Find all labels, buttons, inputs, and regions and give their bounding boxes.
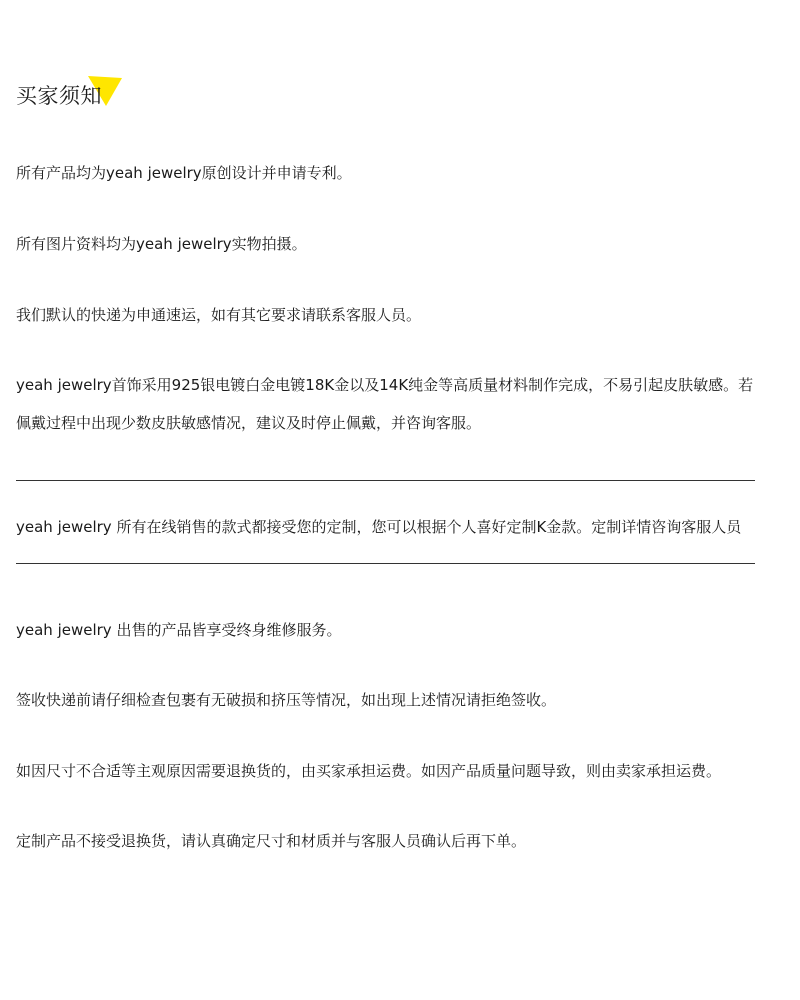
divider-top xyxy=(16,480,755,481)
divider-bottom xyxy=(16,563,755,564)
notice-return-shipping: 如因尺寸不合适等主观原因需要退换货的，由买家承担运费。如因产品质量问题导致，则由卖家承担运费。 xyxy=(16,762,722,780)
page-title: 买家须知 xyxy=(16,84,102,108)
notice-materials: yeah jewelry首饰采用925银电镀白金电镀18K金以及14K纯金等高质量材料制作完成，不易引起皮肤敏感。若佩戴过程中出现少数皮肤敏感情况，建议及时停止佩戴，并咨询客服。 xyxy=(16,376,754,432)
notice-check-package: 签收快递前请仔细检查包裹有无破损和挤压等情况，如出现上述情况请拒绝签收。 xyxy=(16,691,557,709)
title-block xyxy=(16,76,156,116)
notice-real-photos: 所有图片资料均为yeah jewelry实物拍摄。 xyxy=(16,235,307,253)
notice-default-courier: 我们默认的快递为申通速运，如有其它要求请联系客服人员。 xyxy=(16,306,422,324)
notice-customization: yeah jewelry 所有在线销售的款式都接受您的定制，您可以根据个人喜好定制K金款。定制详情咨询客服人员 xyxy=(16,518,742,536)
notice-original-design: 所有产品均为yeah jewelry原创设计并申请专利。 xyxy=(16,164,352,182)
notice-lifetime-repair: yeah jewelry 出售的产品皆享受终身维修服务。 xyxy=(16,621,342,639)
notice-custom-no-return: 定制产品不接受退换货，请认真确定尺寸和材质并与客服人员确认后再下单。 xyxy=(16,832,527,850)
